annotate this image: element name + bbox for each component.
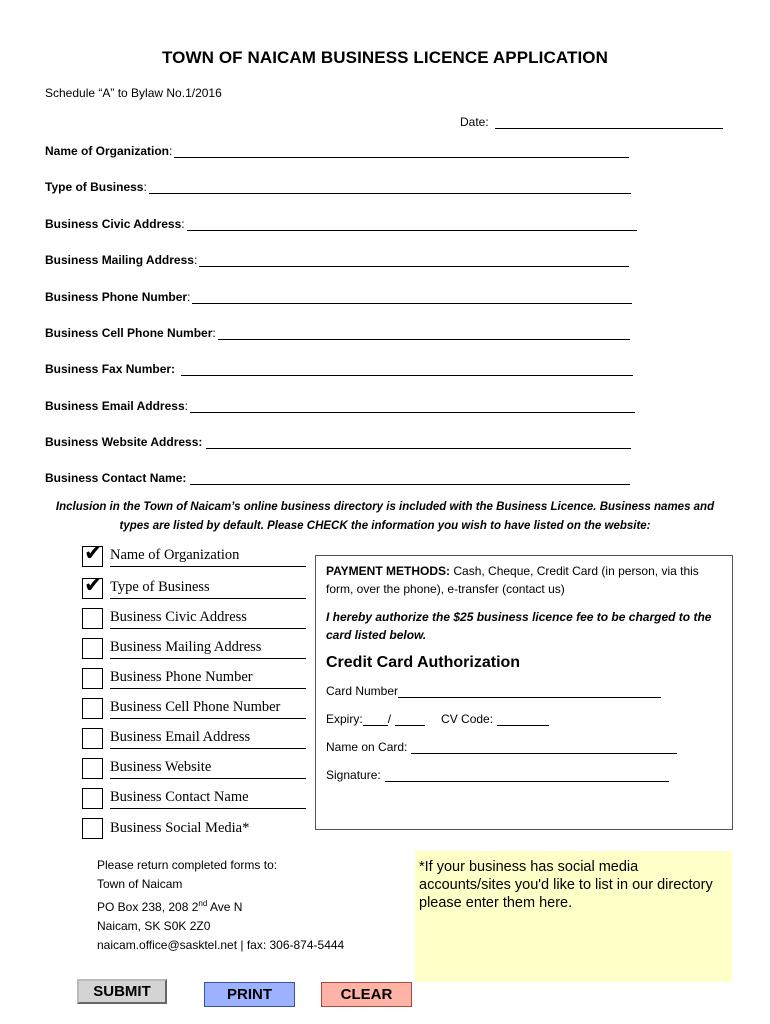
field-input-business-email-address[interactable]	[190, 400, 635, 413]
field-input-business-phone-number[interactable]	[192, 291, 632, 304]
checkbox-business-contact-name[interactable]	[82, 788, 103, 809]
schedule-reference: Schedule “A” to Bylaw No.1/2016	[45, 86, 222, 100]
submit-button[interactable]: SUBMIT	[77, 979, 167, 1004]
checkbox-row-name-of-organization	[82, 541, 306, 567]
expiry-row	[326, 712, 722, 726]
checkbox-business-mailing-address[interactable]	[82, 638, 103, 659]
return-line-3b: Ave N	[207, 900, 243, 914]
field-label-suffix: :	[169, 144, 173, 158]
expiry-year-field[interactable]	[395, 713, 425, 726]
checkmark-icon: ✔	[84, 573, 103, 598]
payment-methods-label: PAYMENT METHODS:	[326, 564, 451, 578]
name-on-card-label: Name on Card:	[326, 740, 408, 754]
field-input-business-fax-number[interactable]	[181, 363, 633, 376]
field-name-of-organization	[45, 144, 629, 158]
field-label: Business Civic Address	[45, 217, 182, 231]
authorization-statement: I hereby authorize the $25 business licence fee to be charged to the card listed below.	[326, 610, 712, 642]
return-line-3-sup: nd	[198, 899, 208, 908]
print-button[interactable]: PRINT	[204, 982, 295, 1007]
checkbox-business-cell-phone-number[interactable]	[82, 698, 103, 719]
field-input-business-civic-address[interactable]	[187, 218, 637, 231]
date-row	[460, 115, 723, 129]
field-label-suffix: :	[184, 399, 188, 413]
checkbox-row-business-website	[82, 758, 306, 779]
field-input-business-cell-phone-number[interactable]	[218, 327, 630, 340]
checkbox-type-of-business[interactable]	[82, 573, 103, 599]
field-label-suffix: :	[187, 290, 191, 304]
return-line-5: naicam.office@sasktel.net | fax: 306-874-5444	[97, 938, 345, 952]
checkbox-row-business-mailing-address	[82, 638, 306, 659]
checkbox-row-business-civic-address	[82, 608, 306, 629]
directory-inclusion-note	[40, 498, 730, 536]
checkbox-name-of-organization[interactable]	[82, 541, 103, 567]
signature-field[interactable]	[385, 769, 669, 782]
field-input-name-of-organization[interactable]	[174, 145, 629, 158]
signature-row	[326, 768, 722, 782]
expiry-label: Expiry:	[326, 712, 363, 726]
inclusion-line-2: types are listed by default. Please CHECK the information you wish to have listed on the website:	[119, 520, 651, 532]
payment-methods	[326, 562, 722, 598]
name-on-card-field[interactable]	[411, 741, 677, 754]
checkbox-label: Business Email Address	[110, 729, 306, 749]
expiry-month-field[interactable]	[363, 713, 388, 726]
return-address	[97, 856, 344, 955]
field-label: Business Contact Name:	[45, 471, 187, 485]
field-business-fax-number	[45, 362, 633, 376]
checkbox-business-civic-address[interactable]	[82, 608, 103, 629]
checkbox-label: Business Social Media*	[110, 820, 250, 836]
field-label: Business Email Address	[45, 399, 185, 413]
checkbox-row-business-social-media	[82, 818, 306, 839]
checkbox-business-website[interactable]	[82, 758, 103, 779]
card-number-label: Card Number	[326, 684, 399, 698]
field-label: Business Mailing Address	[45, 253, 194, 267]
checkmark-icon: ✔	[84, 541, 103, 566]
checkbox-label: Business Website	[110, 759, 306, 779]
payment-methods-text: Cash, Cheque, Credit Card (in person, via this form, over the phone), e-transfer (contact us)	[326, 564, 699, 596]
field-label: Business Phone Number	[45, 290, 188, 304]
field-business-civic-address	[45, 217, 637, 231]
date-field[interactable]	[495, 116, 723, 129]
field-label: Business Fax Number:	[45, 362, 176, 376]
field-label-suffix: :	[143, 180, 147, 194]
signature-label: Signature:	[326, 768, 381, 782]
return-line-4: Naicam, SK S0K 2Z0	[97, 919, 211, 933]
checkbox-row-business-email-address	[82, 728, 306, 749]
field-label: Name of Organization	[45, 144, 170, 158]
field-label-suffix: :	[212, 326, 216, 340]
date-label: Date:	[460, 115, 489, 129]
checkbox-label: Business Phone Number	[110, 669, 306, 689]
checkbox-label: Business Cell Phone Number	[110, 699, 306, 719]
page-title: TOWN OF NAICAM BUSINESS LICENCE APPLICATION	[162, 48, 608, 67]
checkbox-label: Type of Business	[110, 579, 306, 599]
checkbox-row-business-contact-name	[82, 788, 306, 809]
field-business-mailing-address	[45, 253, 629, 267]
field-business-cell-phone-number	[45, 326, 630, 340]
cv-code-label: CV Code:	[441, 712, 494, 726]
name-on-card-row	[326, 740, 722, 754]
field-label: Business Website Address:	[45, 435, 203, 449]
card-number-field[interactable]	[398, 685, 661, 698]
field-type-of-business	[45, 180, 631, 194]
checkbox-row-type-of-business	[82, 573, 306, 599]
inclusion-line-1: Inclusion in the Town of Naicam’s online business directory is included with the Business Licence. Business names and	[55, 501, 715, 513]
return-line-3a: PO Box 238, 208 2	[97, 900, 199, 914]
field-input-business-contact-name[interactable]	[190, 472, 630, 485]
field-label-suffix: :	[193, 253, 198, 267]
checkbox-business-phone-number[interactable]	[82, 668, 103, 689]
return-line-3	[97, 894, 344, 917]
expiry-separator: /	[387, 712, 392, 726]
return-line-1: Please return completed forms to:	[97, 858, 278, 872]
checkbox-label: Business Contact Name	[110, 789, 306, 809]
social-media-textarea[interactable]	[415, 851, 732, 982]
checkbox-row-business-phone-number	[82, 668, 306, 689]
checkbox-label: Business Civic Address	[110, 609, 306, 629]
field-input-type-of-business[interactable]	[149, 181, 631, 194]
checkbox-label: Business Mailing Address	[110, 639, 306, 659]
field-label: Business Cell Phone Number	[45, 326, 213, 340]
field-business-contact-name	[45, 471, 630, 485]
field-business-email-address	[45, 399, 635, 413]
field-business-phone-number	[45, 290, 632, 304]
cv-code-field[interactable]	[497, 713, 549, 726]
field-label: Type of Business	[45, 180, 144, 194]
field-input-business-mailing-address[interactable]	[199, 254, 629, 267]
payment-box	[315, 555, 733, 830]
field-label-suffix: :	[181, 217, 185, 231]
social-media-note: *If your business has social media accounts/sites you'd like to list in our directory please enter them here.	[419, 859, 713, 911]
credit-card-heading: Credit Card Authorization	[326, 654, 521, 671]
checkbox-row-business-cell-phone-number	[82, 698, 306, 719]
return-line-2: Town of Naicam	[97, 877, 183, 891]
checkbox-business-social-media[interactable]	[82, 818, 103, 839]
clear-button[interactable]: CLEAR	[321, 982, 412, 1007]
checkbox-label: Name of Organization	[110, 547, 306, 567]
checkbox-business-email-address[interactable]	[82, 728, 103, 749]
card-number-row	[326, 684, 722, 698]
field-input-business-website-address[interactable]	[206, 436, 631, 449]
field-business-website-address	[45, 435, 631, 449]
